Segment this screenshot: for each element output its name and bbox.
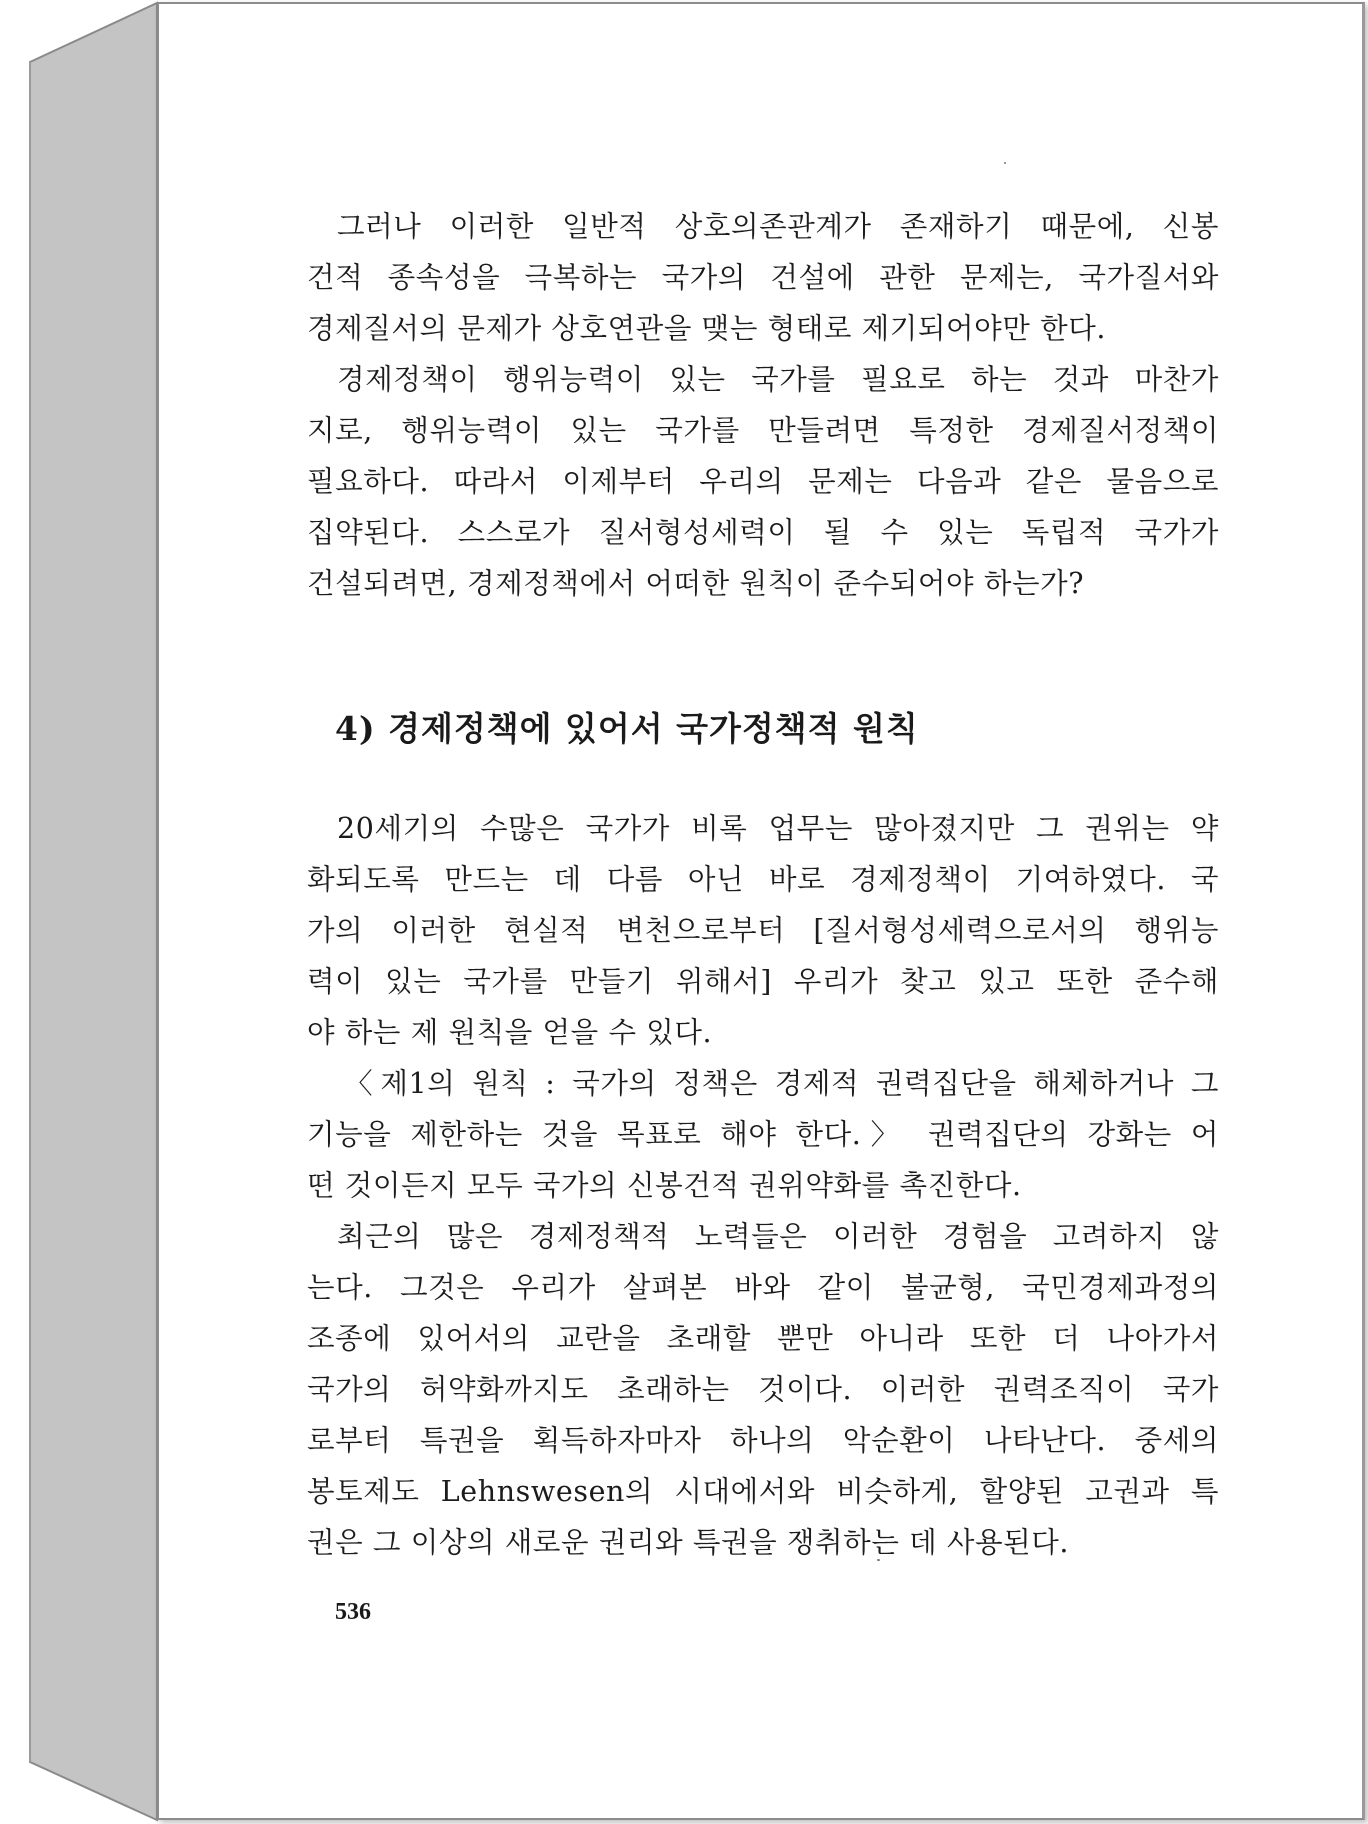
- text-line: 야 하는 제 원칙을 얻을 수 있다.: [307, 1016, 713, 1049]
- paragraph-5: [307, 1211, 1219, 1568]
- text-line: 최근의 많은 경제정책적 노력들은 이러한 경험을 고려하지 않: [337, 1220, 1219, 1253]
- text-line: 봉토제도 Lehnswesen의 시대에서와 비슷하게, 할양된 고권과 특: [307, 1475, 1219, 1508]
- text-line: 조종에 있어서의 교란을 초래할 뿐만 아니라 또한 더 나아가서: [307, 1322, 1219, 1355]
- paragraph-1: [307, 201, 1219, 354]
- text-line: 집약된다. 스스로가 질서형성세력이 될 수 있는 독립적 국가가: [307, 516, 1219, 549]
- text-line: 화되도록 만드는 데 다름 아닌 바로 경제정책이 기여하였다. 국: [307, 863, 1219, 896]
- text-line: 로부터 특권을 획득하자마자 하나의 악순환이 나타난다. 중세의: [307, 1424, 1219, 1457]
- text-line: 경제정책이 행위능력이 있는 국가를 필요로 하는 것과 마찬가: [337, 363, 1219, 396]
- text-line: 권은 그 이상의 새로운 권리와 특권을 쟁취하는 데 사용된다.: [307, 1526, 1070, 1559]
- book-spine: [0, 0, 160, 1824]
- paragraph-4: [307, 1058, 1219, 1211]
- text-line: 기능을 제한하는 것을 목표로 해야 한다.〉 권력집단의 강화는 어: [307, 1118, 1219, 1151]
- text-line: 떤 것이든지 모두 국가의 신봉건적 권위약화를 촉진한다.: [307, 1169, 1022, 1202]
- section-heading: 4) 경제정책에 있어서 국가정책적 원칙: [335, 709, 919, 748]
- text-line: 필요하다. 따라서 이제부터 우리의 문제는 다음과 같은 물음으로: [307, 465, 1219, 498]
- text-line: 가의 이러한 현실적 변천으로부터 [질서형성세력으로서의 행위능: [307, 914, 1219, 947]
- text-line: 경제질서의 문제가 상호연관을 맺는 형태로 제기되어야만 한다.: [307, 312, 1107, 345]
- text-line: 20세기의 수많은 국가가 비록 업무는 많아졌지만 그 권위는 약: [337, 812, 1219, 845]
- text-line: 건설되려면, 경제정책에서 어떠한 원칙이 준수되어야 하는가?: [307, 567, 1085, 600]
- paragraph-3: [307, 803, 1219, 1058]
- text-line: 그러나 이러한 일반적 상호의존관계가 존재하기 때문에, 신봉: [337, 210, 1219, 243]
- text-line: 는다. 그것은 우리가 살펴본 바와 같이 불균형, 국민경제과정의: [307, 1271, 1219, 1304]
- text-line: 〈제1의 원칙 : 국가의 정책은 경제적 권력집단을 해체하거나 그: [337, 1067, 1219, 1100]
- text-line: 력이 있는 국가를 만들기 위해서] 우리가 찾고 있고 또한 준수해: [307, 965, 1219, 998]
- print-speck: [1004, 162, 1006, 164]
- book-page: [157, 2, 1365, 1820]
- page-number: 536: [335, 1599, 371, 1625]
- text-line: 건적 종속성을 극복하는 국가의 건설에 관한 문제는, 국가질서와: [307, 261, 1219, 294]
- paragraph-2: [307, 354, 1219, 609]
- text-line: 국가의 허약화까지도 초래하는 것이다. 이러한 권력조직이 국가: [307, 1373, 1219, 1406]
- text-line: 지로, 행위능력이 있는 국가를 만들려면 특정한 경제질서정책이: [307, 414, 1219, 447]
